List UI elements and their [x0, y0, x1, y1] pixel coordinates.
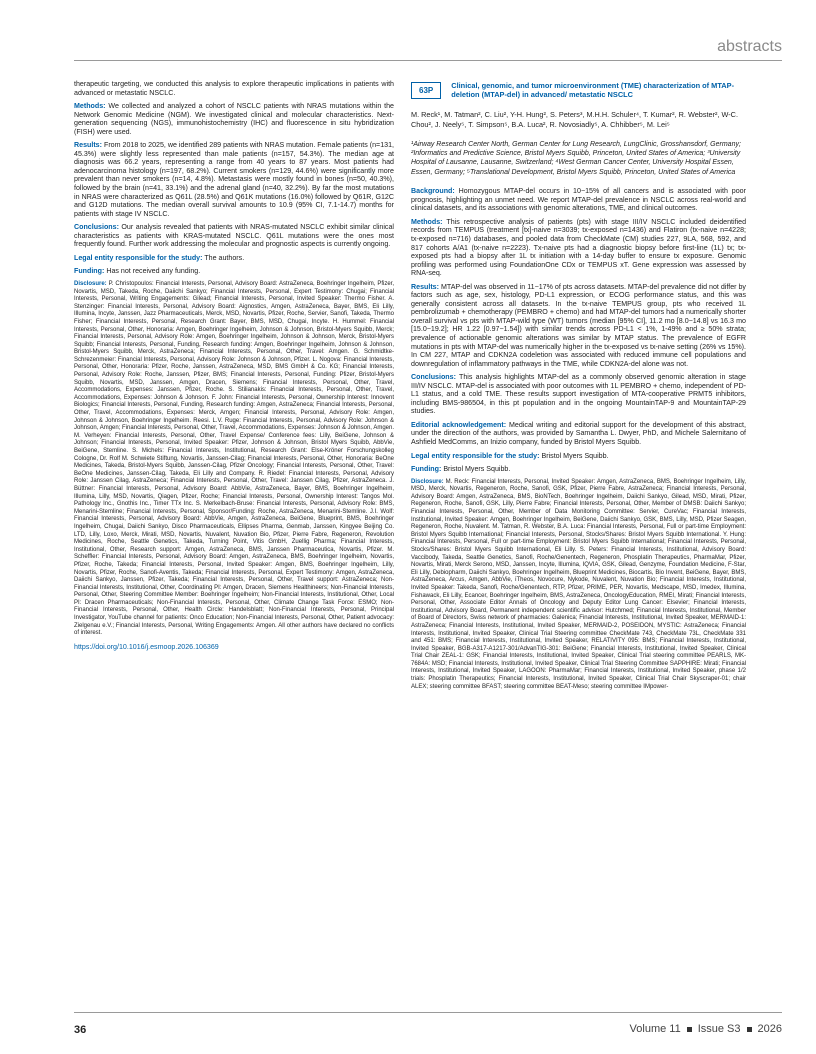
methods-heading: Methods:: [74, 102, 106, 111]
legal-paragraph: [74, 254, 394, 263]
disclosure-paragraph-right: [411, 479, 746, 692]
abstract-id-badge: 63P: [411, 82, 441, 99]
volume-label: Volume 11: [629, 1023, 681, 1035]
conclusions-text-right: This analysis highlights MTAP-del as a commonly observed genomic alteration in stage III/IV NSCLC. MTAP-del is associated with poor outcomes with 1L PEMBRO + chemo, independent of PD-L1 status, and a cold TME. These results support investigation of MTA-cooperative PRMT5 inhibitors, including BMS-986504, in this pt population and in the ongoing MountainTAP-9 and MountainTAP-29 studies.: [411, 373, 746, 416]
intro-paragraph: [74, 80, 394, 97]
intro-text: therapeutic targeting, we conducted this analysis to explore therapeutic implications in patients with advanced or metastatic NSCLC.: [74, 80, 394, 97]
results-heading-right: Results:: [411, 282, 439, 291]
results-text-right: MTAP-del was observed in 11−17% of pts across datasets. MTAP-del prevalence did not differ by factors such as age, sex, histology, PD-L1 expression, or ECOG performance status, and this was generally consistent across all datasets. In the tx-naive TEMPUS group, pts who received 1L pembrolizumab + chemotherapy (PEMBRO + chemo) and had MTAP-del tumors had a numerically shorter overall survival vs pts with MTAP-wild type (WT) tumors (median [95% CI], 11.2 mo [8.0−14.8] vs 16.3 mo [15.0−19.2]; HR 1.22 [0.97−1.54]) with similar trends across PD-L1 < 1%, 1-49% and ≥ 50% strata; prevalence of actionable genomic alterations was similar by MTAP status. The prevalence of EGFR mutations in pts with MTAP-del was numerically higher in the tx-exposed vs tx-naive setting (26% vs 15%). In CM 227, MTAP and CDKN2A codeletion was associated with reduced immune cell populations and downregulation of inflammatory pathways in the TME, while CDKN2A-del alone was not.: [411, 282, 746, 368]
conclusions-heading-right: Conclusions:: [411, 373, 456, 382]
separator-square-icon: [687, 1027, 692, 1032]
results-paragraph: [74, 141, 394, 218]
conclusions-paragraph: [74, 223, 394, 249]
disclosure-text-right: M. Reck: Financial Interests, Personal, Invited Speaker: Amgen, AstraZeneca, BMS, Boehringer Ingelheim, Lilly, MSD, Merck, Novartis, Regeneron, Roche, Sanofi, GSK, Pfizer, Pierre Fabre, AstraZeneca; Financial Interests, Personal, Advisory Board: Amgen, AstraZeneca, BMS, BioNTech, Boehringer Ingelheim, Daiichi Sankyo, Gilead, MSD, Mirati, Pfizer, Regeneron, Roche, Sanofi, GSK, Lilly, Pierre Fabre; Financial Interests, Personal, Other, Member of DMSB: Daiichi Sankyo; Financial Interests, Personal, Other, Member of Data Monitoring Committee: Servier, CureVac; Financial Interests, Institutional, Invited Speaker: Amgen, Boehringer Ingelheim, BeiGene, Daiichi Sankyo, GSK, BMS, Lilly, MSD, Pfizer Seagen, Regeneron, Roche, Nuvalent. M. Tatman, R. Webster, B.A. Luca: Financial Interests, Personal, Full or part-time Employment: Bristol Myers Squibb International; Financial Interests, Personal, Stocks/Shares: Bristol Myers Squibb International. Y. Hung: Financial Interests, Personal, Full or part-time Employment: Bristol Myers Squibb International; Financial Interests, Personal, Stocks/Shares: Bristol Myers Squibb International, Eli Lilly. S. Peters: Financial Interests, Institutional, Advisory Board: Vaccibody, Takeda, Seattle Genetics, Sanofi, Roche/Genentech, Regeneron, Phosplatin Therapeutics, PharmaMar, Pfizer, Novartis, Mirati, Merck Serono, MSD, Janssen, Incyte, Illumina, IQVIA, GSK, Gilead, Genzyme, Foundation Medicine, F-Star, Eli Lilly, Debiopharm, Daiichi Sankyo, Boehringer Ingelheim, Blueprint Medicines, Biocartis, Bio Invent, BeiGene, Bayer, BMS, AstraZeneca, Arcus, Amgen, AbbVie, iTheos, Novocure, Nykode, Nuvalent, Nuvation Bio; Financial Interests, Institutional, Invited Speaker: Takeda, Sanofi, Roche/Genentech, RTP, Pfizer, PRIME, PER, Novartis, Medscape, MSD, Imedex, Illumina, Fishawack, Eli Lilly, Ecancer, Boehringer Ingelheim, BMS, AstraZeneca, OncologyEducation, RMEI, Mirati; Financial Interests, Personal, Other, Associate Editor Annals of Oncology and Deputy Editor Lung Cancer: Elsevier; Financial Interests, Institutional, Advisory Board, Permanent independent scientific advisor: Hutchmed; Financial Interests, Institutional, Member of Board of Directors, Swiss network of pharmacies: Galenica; Financial Interests, Institutional, Invited Speaker, MERMAID-1: AstraZeneca; Financial Interests, Institutional, Invited Speaker, MERMAID-2, POSEIDON, MYSTIC: AstraZeneca; Financial Interests, Institutional, Invited Speaker, Clinical Trial Steering committee CheckMate 743, CheckMate 73L, CheckMate 331 and 451: BMS; Financial Interests, Institutional, Invited Speaker, RELATIVITY 095: BMS; Financial Interests, Institutional, Invited Speaker, BGB-A317-A1217-301/AdvanTIG-301: BeiGene; Financial Interests, Institutional, Invited Speaker, Clinical Trial Chair ZEAL-1: GSK; Financial Interests, Institutional, Invited Speaker, Clinical Trial steering committee PEARLS, MK-7684A: MSD; Financial Interests, Institutional, Invited Speaker, Clinical Trial Steering Committee SAPPHIRE: Mirati; Financial Interests, Institutional, Invited Speaker, LAGOON: PharmaMar; Financial Interests, Institutional, Invited Speaker, phase 1/2 trials: Phosplatin Therapeutics; Financial Interests, Institutional, Invited Speaker, Clinical Trial Chair Skyscraper-01; chair ALEX; steering committee BFAST; steering committee BEAT-Meso; steering committee IMpower-: [411, 478, 747, 690]
methods-heading-right: Methods:: [411, 217, 443, 226]
issue-info: [630, 1023, 782, 1035]
legal-text: The authors.: [204, 253, 245, 262]
funding-text-right: Bristol Myers Squibb.: [443, 465, 511, 474]
methods-text-right: This retrospective analysis of patients (pts) with stage III/IV NSCLC included deidentified records from TEMPUS (treatment [tx]-naive n=3039; tx-exposed n=1436) and Flatiron (tx-naive n=4228; tx-exposed n=716) databases, and pooled data from CheckMate (CM) studies 227, 9LA, 568, 592, and 817 cohorts A/A1 (tx-naive n=2223). Tx-naive pts had a diagnostic biopsy before first-line (1L) tx; tx-exposed pts had a biopsy after 1L tx initiation with a 14-day buffer to ensure tx exposure. Genomic profiling was performed using FoundationOne CDx or TEMPUS xT. Gene expression was assessed by RNA-seq.: [411, 217, 747, 278]
header-rule: [74, 60, 782, 61]
editorial-heading: Editorial acknowledgement:: [411, 420, 507, 429]
background-paragraph: [411, 187, 746, 213]
background-text: Homozygous MTAP-del occurs in 10−15% of all cancers and is associated with poor prognosis, highlighting an unmet need. We report MTAP-del prevalence in NSCLC across real-world and clinical datasets, and its associations with genomic alterations, TME, and clinical outcomes.: [411, 187, 746, 213]
abstract-title: Clinical, genomic, and tumor microenvironment (TME) characterization of MTAP-deletion (MTAP-del) in advanced/ metastatic NSCLC: [451, 81, 735, 99]
background-heading: Background:: [411, 187, 455, 196]
issue-label: Issue S3: [697, 1023, 741, 1035]
funding-heading: Funding:: [74, 267, 105, 276]
funding-heading-right: Funding:: [411, 465, 442, 474]
year-label: 2026: [757, 1023, 782, 1035]
legal-heading: Legal entity responsible for the study:: [74, 253, 203, 262]
conclusions-text: Our analysis revealed that patients with NRAS-mutated NSCLC exhibit similar clinical characteristics as patients with KRAS-mutated NSCLC. Q61L mutations were the ones most frequently found. Further work addressing the molecular and prognostic aspects is currently ongoing.: [74, 223, 394, 249]
conclusions-heading: Conclusions:: [74, 223, 119, 232]
left-column: [74, 80, 394, 651]
disclosure-text: P. Christopoulos: Financial Interests, Personal, Advisory Board: AstraZeneca, Boehringer Ingelheim, Pfizer, Novartis, MSD, Takeda, Roche, Daiichi Sankyo; Financial Interests, Personal, Expert Testimony: Chugai; Financial Interests, Personal, Writing Engagements: Gilead; Financial Interests, Personal, Invited Speaker: Thermo Fisher. A. Stenzinger: Financial Interests, Personal, Advisory Board: Aignostics, Amgen, AstraZeneca, Bayer, BMS, Eli Lilly, Illumina, Incyte, Janssen, Jazz Pharmaceuticals, Merck, MSD, Novartis, Pfizer, Roche, Servier, Sanofi, Takeda, Thermo Fisher; Financial Interests, Personal, Research Grant: Bayer, BMS, MSD, Chugai, Incyte. H. Hummel: Financial Interests, Personal, Other, Honoraria: Amgen, Boehringer Ingelheim, Johnson & Johnson, Bristol-Myers Squibb, Merck; Financial Interests, Personal, Advisory Role: Amgen, Boehringer Ingelheim, Johnson & Johnson, Merck, Bristol-Myers Squibb; Financial Interests, Personal, Funding, Research funding: Amgen, Boehringer Ingelheim, Johnson & Johnson, Bristol-Myers Squibb, Merck, AstraZeneca; Financial Interests, Personal, Other, Travel: Amgen. G. Schmidtke-Schrezenmeier: Financial Interests, Personal, Advisory Role: Johnson & Johnson, Pfizer. L. Nogova: Financial Interests, Personal, Other, Honoraria: Pfizer, Roche, Janssen, AstraZeneca, MSD, BMS GmbH & Co. KG; Financial Interests, Personal, Advisory Role: Roche, Janssen, Pfizer, BMS; Financial Interests, Personal, Funding: Pfizer, Bristol-Myers Squibb, Novartis, MSD, Janssen, Amgen, Dracen, Siemens; Financial Interests, Personal, Other, Travel, Accommodations, Expenses: Janssen, Pfizer, Roche. S. Stilianakis: Financial Interests, Personal, Other, Travel, Accommodations, Expenses: Johnson & Johnson. F. John: Financial Interests, Personal, Ownership Interest: Innovent Biologics; Financial Interests, Personal, Funding, Research funding: Amgen, AstraZeneca; Financial Interests, Personal, Other, Travel, Accommodations, Expenses: Merck, Amgen; Financial Interests, Personal, Advisory Role: Amgen, Johnson & Johnson, Boehringer Ingelheim. Reesi. L.V. Ruge: Financial Interests, Personal, Advisory Role: Johnson & Johnson, Amgen; Financial Interests, Personal, Other, Travel, Accommodations, Expenses: Johnson & Johnson, Amgen. M. Verheyen: Financial Interests, Personal, Other, Travel Expense/ Conference fees: Lilly, BeiGene, Johnson & Johnson; Financial Interests, Personal, Invited Speaker: Pfizer, Johnson & Johnson, Bristol Myers Squibb, AbbVie, BeiGene, Stemline. S. Michels: Financial Interests, Institutional, Research Grant: Else-Kröner Forschungskolleg Cologne, Dr. Rolf M. Schwiete Stiftung, Novartis, Janssen-Cilag; Financial Interests, Personal, Other, Honoraria: BeOne Medicines, Takeda, Bristol-Myers Squibb, Janssen-Cilag, Pfizer Oncology; Financial Interests, Personal, Other, Travel: BeOne Medicines, Janssen-Cilag, Takeda, Eli Lilly and Company. R. Riedel: Financial Interests, Personal, Advisory Role: Janssen Cilag, AstraZeneca; Financial Interests, Personal, Other, Travel: Janssen Cilag, Pfizer, AstraZeneca. J. Büttner: Financial Interests, Personal, Advisory Board: AbbVie, AstraZeneca, Bayer, BMS, Boehringer Ingelheim, Illumina, Lilly, MSD, Novartis, Qiagen, Pfizer, Roche; Financial Interests, Personal, Ownership Interest: Tangos Mol. Pathology Inc., Gnothis Inc., Timer TTx Inc. S. Merkelbach-Bruse: Financial Interests, Personal, Advisory Role: BMS, Menarini-Stemline; Financial Interests, Personal, Sponsor/Funding: Roche, AstraZeneca, Menarini-Stemline. J.I. Wolf: Financial Interests, Personal, Advisory Board: AbbVie, Amgen, AstraZeneca, BeiGene, Blueprint, BMS, Boehringer Ingelheim, Chugai, Daiichi Sankyo, Disco Pharmaceuticals, Ellipses Pharma, Genmab, Janssen, Kingyee Beijing Co. LTD, Lilly, Loxo, Merck, Mirati, MSD, Novartis, Nuvalent, Nuvation Bio, Pfizer, Pierre Fabre, Regeneron, Revolution Medicines, Roche, Seattle Genetics, Takeda, Turning Point, Vitis GmbH, Zuellig Pharma; Financial Interests, Institutional, Other, Research support: Amgen, AstraZeneca, BMS, Janssen Pharmaceutica, Novartis, Pfizer. M. Scheffler: Financial Interests, Personal, Advisory Board: Amgen, AstraZeneca, BMS, Boehringer Ingelheim, Novartis, Pfizer, Roche, Takeda; Financial Interests, Personal, Invited Speaker: Amgen, BMS, Boehringer Ingelheim, Lilly, Novartis, Pfizer, Roche, Sanofi-Aventis, Takeda; Financial Interests, Personal, Expert Testimony: Amgen, AstraZeneca, Daiichi Sankyo, Janssen, Pfizer, Takeda; Financial Interests, Personal, Other, Travel support: AstraZeneca; Non-Financial Interests, Institutional, Other, Coordinating PI: Amgen, Dracen, Siemens Healthineers; Non-Financial Interests, Personal, Other, Steering Committee Member: Boehringer Ingelheim; Non-Financial Interests, Institutional, Other, Local PI: Dracen Pharmaceuticals; Non-Financial Interests, Personal, Other, Climate Change Task Force: ESMO; Non-Financial Interests, Personal, Other, Health Circle: Handelsblatt; Non-Financial Interests, Personal, Principal Investigator, YouTube channel for patients: Onco Education; Non-Financial Interests, Personal, Other, Patient advocacy: Zielgenau e.V.; Financial Interests, Personal, Writing Engagements: Amgen. All other authors have declared no conflicts of interest.: [74, 280, 394, 637]
right-column: [411, 82, 746, 696]
abstract-header: [411, 82, 746, 100]
editorial-text: Medical writing and editorial support for the development of this abstract, under the direction of the authors, was provided by Samantha L. Dwyer, PhD, and Michele Salernitano of Ashfield MedComms, an Inizio company, funded by Bristol Myers Squibb.: [411, 420, 746, 446]
footer-rule: [74, 1012, 782, 1013]
methods-paragraph: [74, 102, 394, 136]
methods-paragraph-right: [411, 218, 746, 278]
methods-text: We collected and analyzed a cohort of NSCLC patients with NRAS mutations within the Network Genomic Medicine (NGM). We investigated clinical and molecular characteristics. Next-generation sequencing (NGS), immunohistochemistry (IHC) and fluorescence in situ hybridization (FISH) were used.: [74, 102, 394, 136]
disclosure-heading-right: Disclosure:: [411, 478, 444, 485]
funding-text: Has not received any funding.: [106, 267, 201, 276]
separator-square-icon: [747, 1027, 752, 1032]
disclosure-paragraph: [74, 281, 394, 638]
results-paragraph-right: [411, 283, 746, 368]
author-list: M. Reck¹, M. Tatman², C. Liu², Y-H. Hung², S. Peters³, M.H.H. Schuler⁴, T. Kumar², R. Webster², W-C. Chou², J. Neely⁵, T. Simpson⁵, B.A. Luca², R. Novosiadly⁵, A. Chhibber⁵, M. Lei⁵: [411, 109, 738, 129]
page-number: 36: [74, 1024, 87, 1036]
funding-paragraph-right: [411, 465, 746, 474]
legal-paragraph-right: [411, 452, 746, 461]
disclosure-heading: Disclosure:: [74, 280, 107, 287]
affiliations: ¹Airway Research Center North, German Center for Lung Research, LungClinic, Grosshansdorf, Germany; ²Informatics and Predictive Science, Bristol Myers Squibb, Princeton, United States of America; ³University Hospital of Lausanne, Lausanne, Switzerland; ⁴West German Cancer Center, University Hospital Essen, Essen, Germany; ⁵Translational Development, Bristol Myers Squibb, Princeton, United States of America: [411, 140, 741, 176]
doi-link[interactable]: https://doi.org/10.1016/j.esmoop.2026.106369: [74, 642, 219, 651]
legal-text-right: Bristol Myers Squibb.: [541, 451, 609, 460]
conclusions-paragraph-right: [411, 373, 746, 416]
section-header: abstracts: [717, 38, 782, 55]
results-text: From 2018 to 2025, we identified 289 patients with NRAS mutation. Female patients (n=131, 45.3%) were slightly less represented than male patients (n=157, 54.3%). The median age at diagnosis was 66.2 years, representing a range from 40 years to 87 years. Most patients had adenocarcinoma histology (n=197, 68.2%). Current smokers (n=129, 44.6%) were significantly more prevalent than never smokers (n=14, 4.8%). Metastasis were mostly found in bones (n=50, 40.3%), followed by the brain (n=41, 33.1%) and the adrenal gland (n=40, 32.2%). By far the most mutations in NRAS were characterized as Q61L (28.5%) and Q61K mutations (16.0%) followed by Q61R, G12C and G12D mutations. The median overall survival amounts to 10.9 (95% CI, 7.1-14.7) months for patients with stage IV NSCLC.: [74, 141, 395, 218]
results-heading: Results:: [74, 141, 102, 150]
funding-paragraph: [74, 267, 394, 276]
editorial-paragraph: [411, 421, 746, 447]
legal-heading-right: Legal entity responsible for the study:: [411, 451, 540, 460]
